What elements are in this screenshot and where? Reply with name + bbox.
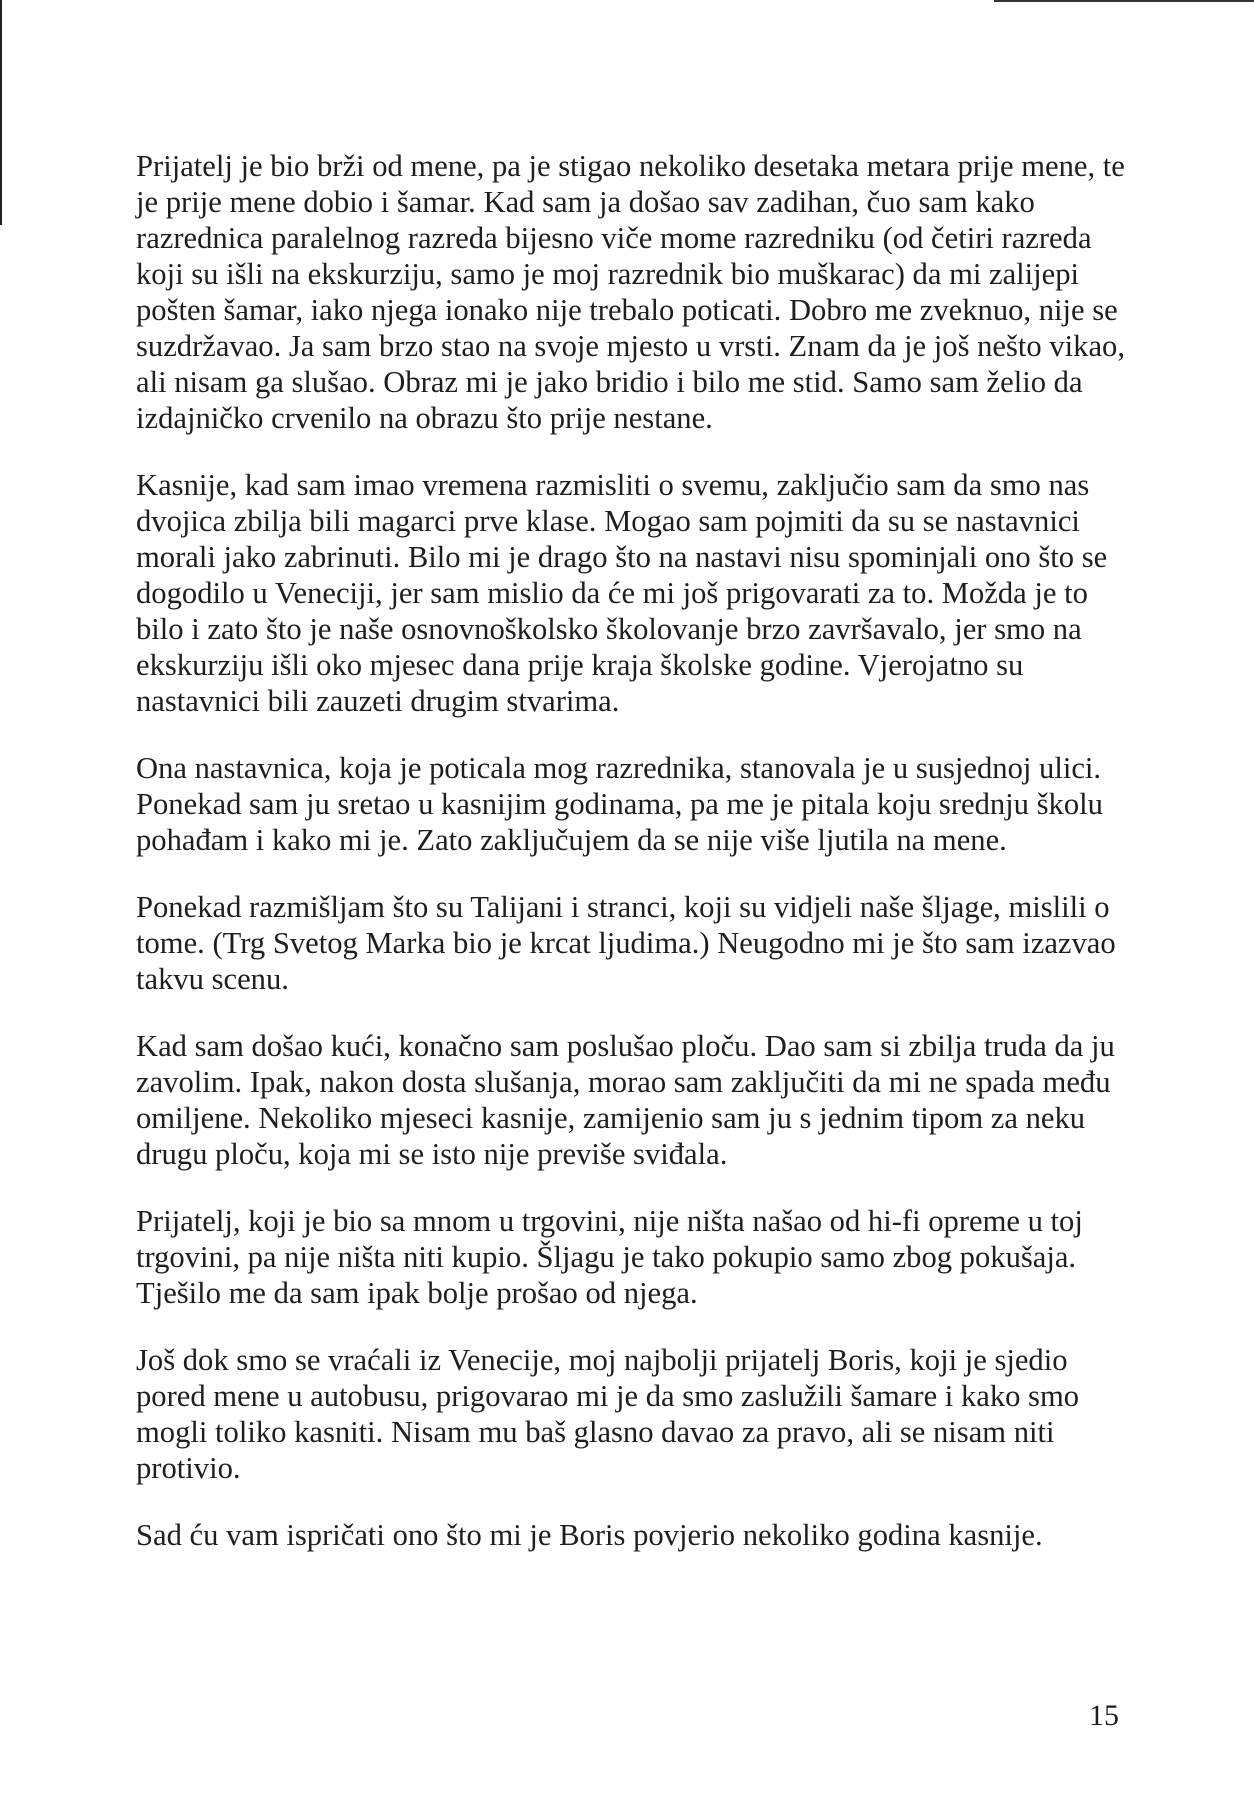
paragraph-6: Prijatelj, koji je bio sa mnom u trgovini, nije ništa našao od hi-fi opreme u toj trgovini, pa nije ništa niti kupio. Šljagu je tako pokupio samo zbog pokušaja. Tješilo me da sam ipak bolje prošao od njega.	[136, 1204, 1083, 1310]
paragraph-8: Sad ću vam ispričati ono što mi je Boris povjerio nekoliko godina kasnije.	[136, 1518, 1043, 1552]
scan-edge-left	[0, 0, 2, 225]
body-text	[136, 148, 1136, 1553]
paragraph-3: Ona nastavnica, koja je poticala mog razrednika, stanovala je u susjednoj ulici. Ponekad sam ju sretao u kasnijim godinama, pa me je pitala koju srednju školu pohađam i kako mi je. Zato zaključujem da se nije više ljutila na mene.	[136, 751, 1103, 857]
paragraph-7: Još dok smo se vraćali iz Venecije, moj najbolji prijatelj Boris, koji je sjedio pored mene u autobusu, prigovarao mi je da smo zaslužili šamare i kako smo mogli toliko kasniti. Nisam mu baš glasno davao za pravo, ali se nisam niti protivio.	[136, 1343, 1080, 1485]
paragraph-1: Prijatelj je bio brži od mene, pa je stigao nekoliko desetaka metara prije mene, te je prije mene dobio i šamar. Kad sam ja došao sav zadihan, čuo sam kako razrednica paralelnog razreda bijesno viče mome razredniku (od četiri razreda koji su išli na ekskurziju, samo je moj razrednik bio muškarac) da mi zalijepi pošten šamar, iako njega ionako nije trebalo poticati. Dobro me zveknuo, nije se suzdržavao. Ja sam brzo stao na svoje mjesto u vrsti. Znam da je još nešto vikao, ali nisam ga slušao. Obraz mi je jako bridio i bilo me stid. Samo sam želio da izdajničko crvenilo na obrazu što prije nestane.	[136, 149, 1125, 435]
page-number: 15	[1089, 1699, 1119, 1732]
scan-edge-top	[994, 0, 1254, 2]
paragraph-5: Kad sam došao kući, konačno sam poslušao ploču. Dao sam si zbilja truda da ju zavolim. Ipak, nakon dosta slušanja, morao sam zaključiti da mi ne spada među omiljene. Nekoliko mjeseci kasnije, zamijenio sam ju s jednim tipom za neku drugu ploču, koja mi se isto nije previše sviđala.	[136, 1029, 1115, 1171]
paragraph-2: Kasnije, kad sam imao vremena razmisliti o svemu, zaključio sam da smo nas dvojica zbilja bili magarci prve klase. Mogao sam pojmiti da su se nastavnici morali jako zabrinuti. Bilo mi je drago što na nastavi nisu spominjali ono što se dogodilo u Veneciji, jer sam mislio da će mi još prigovarati za to. Možda je to bilo i zato što je naše osnovnoškolsko školovanje brzo završavalo, jer smo na ekskurziju išli oko mjesec dana prije kraja školske godine. Vjerojatno su nastavnici bili zauzeti drugim stvarima.	[136, 468, 1108, 718]
paragraph-4: Ponekad razmišljam što su Talijani i stranci, koji su vidjeli naše šljage, mislili o tome. (Trg Svetog Marka bio je krcat ljudima.) Neugodno mi je što sam izazvao takvu scenu.	[136, 890, 1116, 996]
